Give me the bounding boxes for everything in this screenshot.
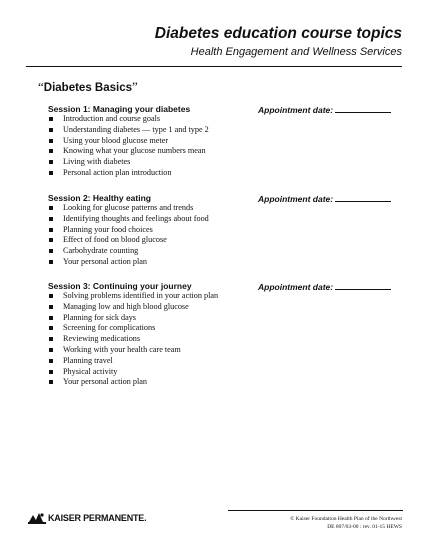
bullet-icon <box>49 348 53 352</box>
list-item-text: Personal action plan introduction <box>63 167 172 177</box>
session-title: Session 3: Continuing your journey <box>48 281 192 291</box>
list-item <box>48 377 393 388</box>
list-item-text: Your personal action plan <box>63 256 147 266</box>
appointment-date-blank <box>335 193 391 202</box>
bullet-icon <box>49 238 53 242</box>
list-item <box>48 168 393 179</box>
list-item-text: Screening for complications <box>63 323 156 333</box>
bullet-icon <box>49 337 53 341</box>
list-item <box>48 257 393 268</box>
list-item <box>48 334 393 345</box>
close-quote: ” <box>132 79 138 94</box>
list-item-text: Planning your food choices <box>63 224 153 234</box>
appointment-date-blank <box>335 104 391 113</box>
list-item <box>48 125 393 136</box>
list-item-text: Physical activity <box>63 366 118 376</box>
bullet-icon <box>49 249 53 253</box>
list-item <box>48 356 393 367</box>
list-item-text: Identifying thoughts and feelings about food <box>63 213 209 223</box>
kaiser-permanente-logo <box>28 512 146 524</box>
footer-divider <box>228 510 403 511</box>
bullet-icon <box>49 359 53 363</box>
list-item <box>48 291 393 302</box>
copyright-text: © Kaiser Foundation Health Plan of the Northwest <box>290 516 402 522</box>
bullet-icon <box>49 171 53 175</box>
appointment-date-blank <box>335 281 391 290</box>
document-header <box>155 24 402 60</box>
document-code: DE 807/03-00 : rev. 01-15 HEWS <box>327 524 402 530</box>
appointment-label: Appointment date: <box>258 194 334 204</box>
session-2 <box>48 193 393 268</box>
list-item <box>48 225 393 236</box>
bullet-icon <box>49 117 53 121</box>
list-item-text: Managing low and high blood glucose <box>63 301 189 311</box>
bullet-icon <box>49 305 53 309</box>
session-title: Session 2: Healthy eating <box>48 193 151 203</box>
bullet-icon <box>49 260 53 264</box>
logo-text: KAISER PERMANENTE. <box>48 513 147 523</box>
bullet-icon <box>49 128 53 132</box>
list-item <box>48 367 393 378</box>
list-item <box>48 246 393 257</box>
session-title: Session 1: Managing your diabetes <box>48 104 191 114</box>
bullet-icon <box>49 326 53 330</box>
bullet-icon <box>49 380 53 384</box>
list-item-text: Using your blood glucose meter <box>63 135 169 145</box>
list-item-text: Planning for sick days <box>63 312 136 322</box>
topic-list <box>48 291 393 388</box>
appointment-label: Appointment date: <box>258 282 334 292</box>
list-item-text: Your personal action plan <box>63 377 147 387</box>
list-item-text: Looking for glucose patterns and trends <box>63 203 194 212</box>
topic-list <box>48 203 393 268</box>
list-item <box>48 114 393 125</box>
bullet-icon <box>49 217 53 221</box>
module-title <box>38 80 138 95</box>
bullet-icon <box>49 139 53 143</box>
kaiser-permanente-symbol-icon <box>28 512 46 524</box>
document-subtitle: Health Engagement and Wellness Services <box>190 46 402 58</box>
list-item-text: Carbohydrate counting <box>63 246 139 256</box>
list-item <box>48 157 393 168</box>
list-item <box>48 214 393 225</box>
list-item <box>48 302 393 313</box>
list-item-text: Living with diabetes <box>63 157 131 167</box>
topic-list <box>48 114 393 179</box>
list-item <box>48 313 393 324</box>
list-item <box>48 136 393 147</box>
bullet-icon <box>49 294 53 298</box>
list-item <box>48 235 393 246</box>
module-title-text: Diabetes Basics <box>43 82 132 94</box>
bullet-icon <box>49 228 53 232</box>
list-item-text: Introduction and course goals <box>63 114 161 123</box>
list-item-text: Reviewing medications <box>63 334 141 344</box>
list-item-text: Understanding diabetes — type 1 and type 2 <box>63 124 209 134</box>
list-item <box>48 323 393 334</box>
header-divider <box>26 66 402 67</box>
appointment-label: Appointment date: <box>258 105 334 115</box>
bullet-icon <box>49 149 53 153</box>
bullet-icon <box>49 316 53 320</box>
open-quote: “ <box>38 79 44 94</box>
list-item-text: Solving problems identified in your action plan <box>63 291 219 300</box>
list-item <box>48 345 393 356</box>
list-item-text: Knowing what your glucose numbers mean <box>63 146 206 156</box>
footer-info <box>290 515 402 531</box>
session-3 <box>48 281 393 388</box>
bullet-icon <box>49 370 53 374</box>
list-item-text: Effect of food on blood glucose <box>63 235 167 245</box>
list-item-text: Working with your health care team <box>63 344 181 354</box>
list-item <box>48 203 393 214</box>
bullet-icon <box>49 160 53 164</box>
list-item-text: Planning travel <box>63 355 113 365</box>
bullet-icon <box>49 206 53 210</box>
document-title: Diabetes education course topics <box>154 25 402 42</box>
list-item <box>48 146 393 157</box>
session-1 <box>48 104 393 179</box>
